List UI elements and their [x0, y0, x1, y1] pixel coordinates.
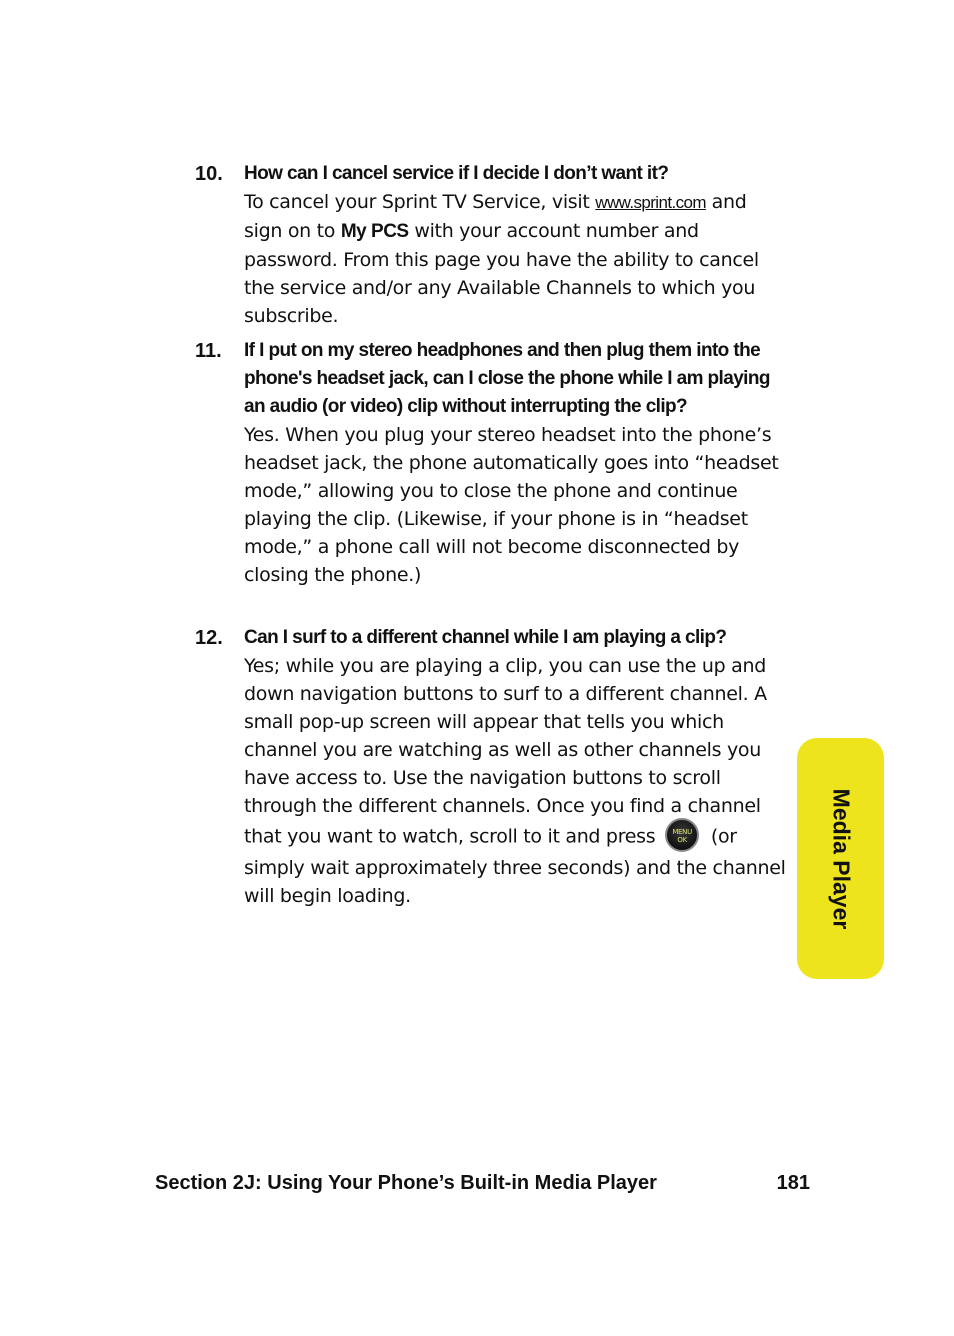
faq-question: Can I surf to a different channel while I am playing a clip? — [244, 627, 727, 648]
footer-section-title: Section 2J: Using Your Phone’s Built-in Media Player — [155, 1172, 657, 1194]
answer-text: with your account number and password. From this page you have the ability to cancel the service and/or any Available Channels to which you subscribe. — [244, 220, 759, 327]
faq-number: 12. — [195, 627, 223, 649]
menu-ok-key-icon: MENU OK — [665, 818, 699, 852]
faq-body — [244, 337, 789, 589]
faq-answer: Yes. When you plug your stereo headset into the phone’s headset jack, the phone automatically goes into “headset mode,” allowing you to close the phone and continue playing the clip. (Likewise, if your phone is in “headset mode,” a phone call will not become disconnected by closing the phone.) — [244, 424, 779, 586]
faq-number: 10. — [195, 163, 223, 185]
faq-question: How can I cancel service if I decide I don’t want it? — [244, 163, 669, 184]
side-tab-label: Media Player — [828, 788, 854, 929]
answer-text: and sign on to — [244, 191, 747, 242]
answer-text: Yes; while you are playing a clip, you can use the up and down navigation buttons to surf to a different channel. A small pop-up screen will appear that tells you which channel you are watching as well as other channels you have access to. Use the navigation buttons to scroll through the different channels. Once you find a channel that you want to watch, scroll to it and press — [244, 655, 767, 848]
faq-body — [244, 624, 789, 910]
answer-text: To cancel your Sprint TV Service, visit — [244, 191, 596, 213]
sprint-link[interactable]: www.sprint.com — [595, 193, 706, 212]
faq-number: 11. — [195, 340, 222, 362]
faq-answer — [244, 188, 789, 330]
answer-text: (or simply wait approximately three seconds) and the channel will begin loading. — [244, 825, 786, 907]
faq-item-12 — [195, 624, 795, 910]
faq-answer — [244, 652, 789, 910]
my-pcs-label: My PCS — [340, 221, 409, 242]
faq-body — [244, 160, 789, 330]
faq-item-10 — [195, 160, 795, 330]
faq-item-11 — [195, 337, 795, 589]
section-side-tab — [797, 738, 884, 979]
page-number: 181 — [776, 1172, 810, 1194]
page-footer — [155, 1168, 810, 1198]
faq-question: If I put on my stereo headphones and then plug them into the phone's headset jack, can I close the phone while I am playing an audio (or video) clip without interrupting the clip? — [244, 340, 770, 417]
